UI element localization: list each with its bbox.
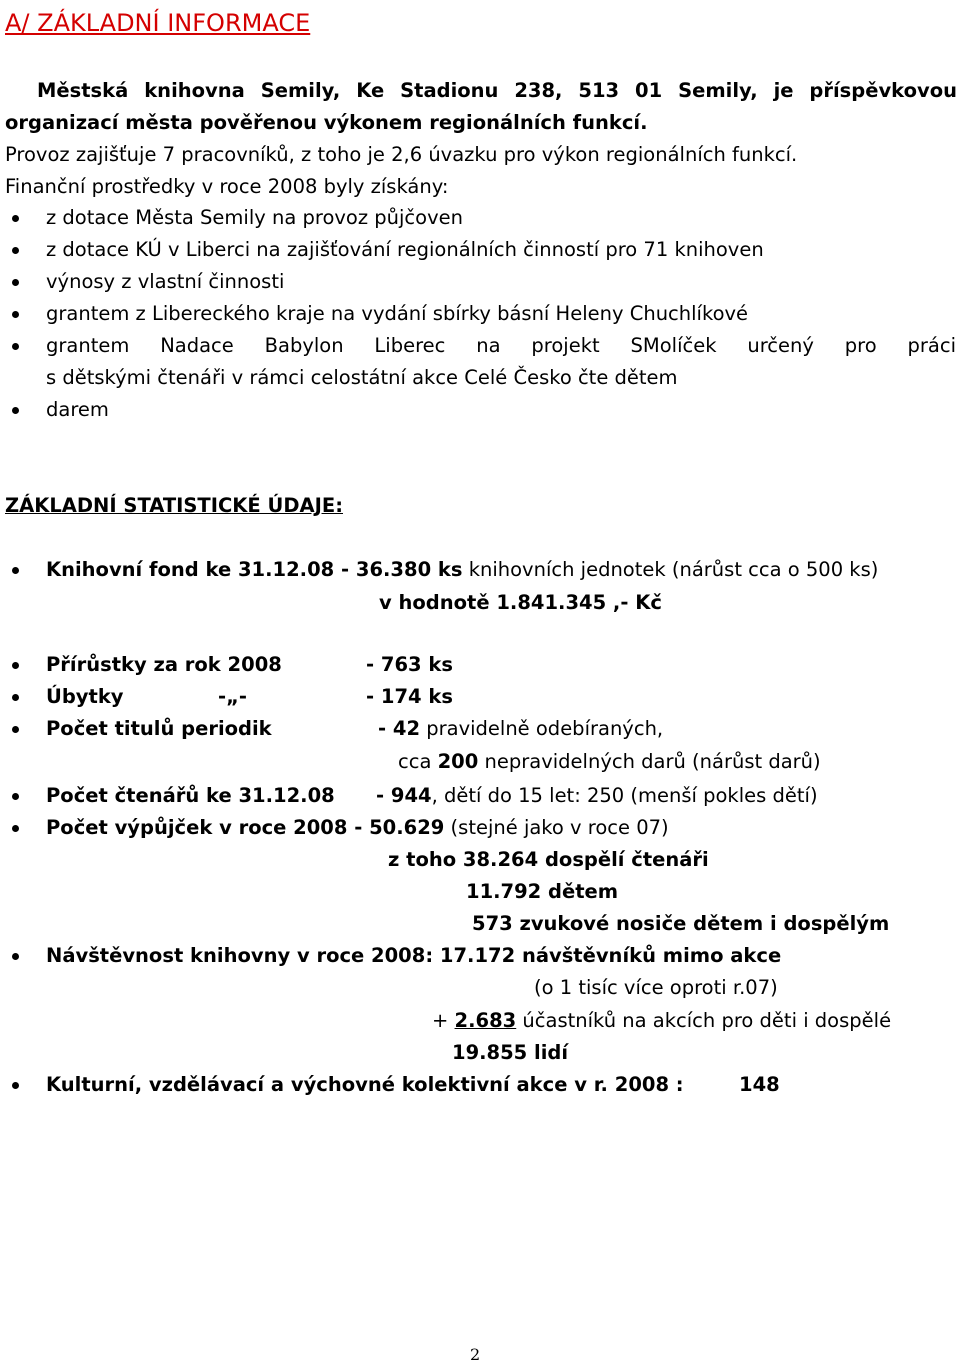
stat-akce-value: 148 (739, 1073, 780, 1096)
funding-item-text: grantem Nadace Babylon Liberec na projekt SMolíček určený pro práci (46, 334, 956, 357)
funding-item-continuation: s dětskými čtenáři v rámci celostátní akce Celé Česko čte dětem (46, 366, 678, 389)
stat-fond (46, 557, 878, 583)
stat-periodika-label: Počet titulů periodik (46, 717, 272, 740)
bullet (12, 793, 19, 800)
bullet (12, 825, 19, 832)
stat-navstevnost-total: 19.855 lidí (452, 1041, 569, 1064)
funding-item: výnosy z vlastní činnosti (46, 270, 285, 293)
stat-vypujcky (46, 815, 669, 841)
stat-periodika2-count: 200 (437, 750, 479, 773)
intro-line-4: Finanční prostředky v roce 2008 byly získány: (5, 175, 449, 198)
stat-ctenari-desc: , dětí do 15 let: 250 (menší pokles dětí) (431, 784, 818, 807)
stat-vypujcky-rest: (stejné jako v roce 07) (444, 816, 669, 839)
bullet (12, 953, 19, 960)
funding-item: grantem z Libereckého kraje na vydání sbírky básní Heleny Chuchlíkové (46, 302, 749, 325)
page-number: 2 (470, 1345, 481, 1364)
stats-heading: ZÁKLADNÍ STATISTICKÉ ÚDAJE: (5, 494, 343, 517)
stat-periodika-desc: pravidelně odebíraných, (420, 717, 664, 740)
bullet (12, 311, 19, 318)
bullet (12, 726, 19, 733)
stat-vypujcky-sub2: 11.792 dětem (466, 880, 619, 903)
stat-periodika-line2 (398, 749, 821, 775)
stat-prirustky-value: - 763 ks (366, 653, 453, 676)
stat-navstevnost-label: Návštěvnost knihovny v roce 2008: 17.172 návštěvníků mimo akce (46, 944, 782, 967)
stat-fond-value: v hodnotě 1.841.345 ,- Kč (379, 591, 662, 614)
stat-vypujcky-label: Počet výpůjček v roce 2008 - 50.629 (46, 816, 445, 839)
stat-prirustky-label: Přírůstky za rok 2008 (46, 653, 282, 676)
funding-item-justified (46, 333, 956, 359)
stat-ubytky-ditto: -„- (218, 685, 248, 708)
stat-ctenari-value (376, 783, 818, 809)
stat-periodika-value (378, 716, 663, 742)
bullet (12, 279, 19, 286)
bullet (12, 662, 19, 669)
stat-vypujcky-sub1: z toho 38.264 dospělí čtenáři (388, 848, 709, 871)
bullet (12, 1082, 19, 1089)
stat-ctenari-label: Počet čtenářů ke 31.12.08 (46, 784, 335, 807)
funding-item: z dotace Města Semily na provoz půjčoven (46, 206, 463, 229)
funding-item: z dotace KÚ v Liberci na zajišťování regionálních činností pro 71 knihoven (46, 238, 764, 261)
stat-vypujcky-sub3: 573 zvukové nosiče dětem i dospělým (472, 912, 890, 935)
stat-navstevnost-plus: + (432, 1009, 455, 1032)
stat-fond-label: Knihovní fond ke 31.12.08 - 36.380 ks (46, 558, 463, 581)
bullet (12, 215, 19, 222)
intro-line-2: organizací města pověřenou výkonem regionálních funkcí. (5, 111, 648, 134)
stat-ctenari-count: - 944 (376, 784, 432, 807)
stat-periodika2-desc: nepravidelných darů (nárůst darů) (478, 750, 821, 773)
bullet (12, 407, 19, 414)
stat-periodika-count: - 42 (378, 717, 421, 740)
stat-navstevnost-sub1: (o 1 tisíc více oproti r.07) (534, 976, 778, 999)
stat-navstevnost-count: 2.683 (454, 1009, 517, 1032)
stat-fond-rest: knihovních jednotek (nárůst cca o 500 ks) (462, 558, 879, 581)
page-title: A/ ZÁKLADNÍ INFORMACE (5, 9, 311, 37)
intro-line-1-text: Městská knihovna Semily, Ke Stadionu 238, 513 01 Semily, je příspěvkovou (37, 79, 957, 102)
stat-ubytky-value: - 174 ks (366, 685, 453, 708)
stat-navstevnost-sub2 (432, 1008, 891, 1034)
funding-item: darem (46, 398, 109, 421)
stat-periodika2-pre: cca (398, 750, 438, 773)
stat-navstevnost-desc: účastníků na akcích pro děti i dospělé (516, 1009, 892, 1032)
bullet (12, 247, 19, 254)
bullet (12, 567, 19, 574)
stat-akce-label: Kulturní, vzdělávací a výchovné kolektivní akce v r. 2008 : (46, 1073, 684, 1096)
stat-ubytky-label: Úbytky (46, 685, 124, 708)
bullet (12, 694, 19, 701)
intro-line-3: Provoz zajišťuje 7 pracovníků, z toho je 2,6 úvazku pro výkon regionálních funkcí. (5, 143, 798, 166)
intro-line-1 (5, 78, 957, 104)
bullet (12, 343, 19, 350)
